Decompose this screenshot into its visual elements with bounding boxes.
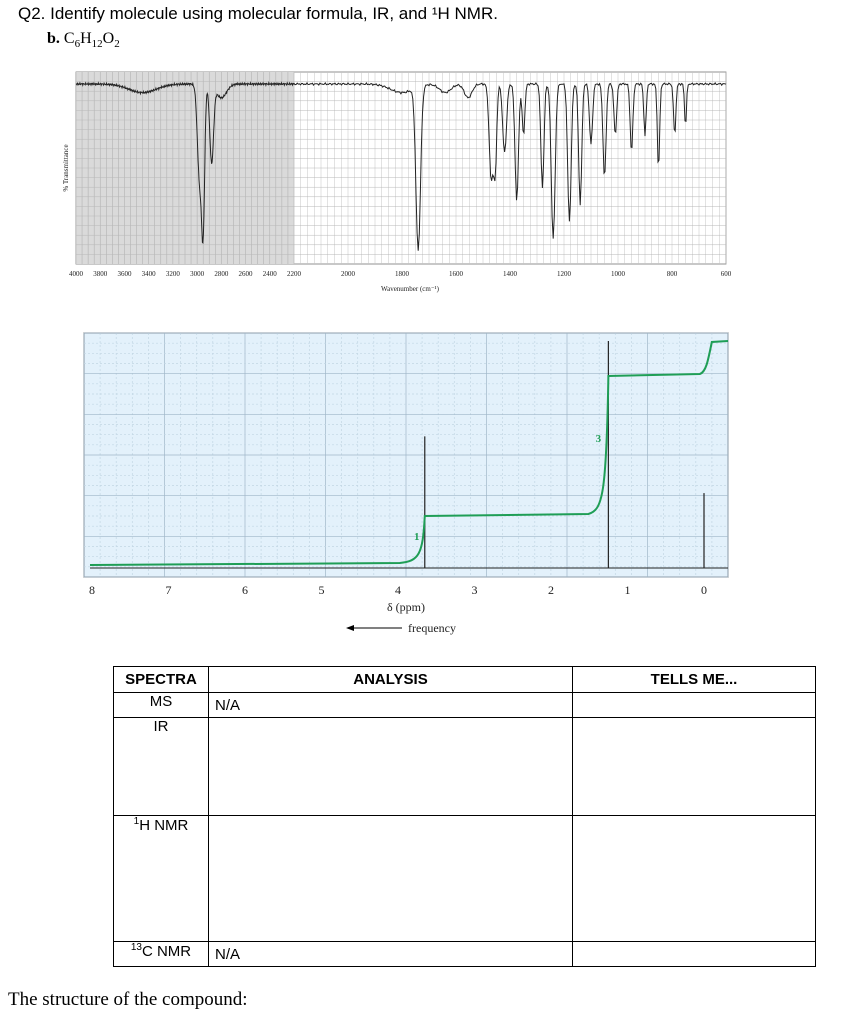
nmr-tick-label: 1 [624,583,631,597]
nmr-tick-label: 5 [318,583,325,597]
nmr-tick-label: 2 [548,583,554,597]
ir-tick-label: 3600 [117,270,132,278]
table-row-ms [114,693,816,718]
row-label-ir: IR [114,718,209,816]
frequency-label: frequency [408,621,456,635]
row-label-13c-text: C NMR [141,943,192,960]
nmr-tick-label: 8 [89,583,95,597]
row-label-1h-sup: 1 [133,816,140,827]
nmr-tick-label: 3 [471,583,478,597]
header-analysis: ANALYSIS [209,667,573,693]
ir-tick-label: 600 [720,270,732,278]
analysis-cell-13c-nmr[interactable]: N/A [209,942,573,967]
table-row-ir [114,718,816,816]
row-label-1h-text: H NMR [139,817,189,834]
ir-tick-label: 800 [666,270,678,278]
ir-grid [76,72,726,264]
table-header-row [114,667,816,693]
formula-o: O [102,30,115,47]
analysis-cell-1h-nmr[interactable] [209,816,573,942]
ir-tick-label: 4000 [69,270,83,278]
tells-cell-ms[interactable] [573,693,816,718]
nmr-integration-label: 1 [414,531,420,543]
row-label-ms: MS [114,693,209,718]
nmr-tick-label: 6 [242,583,248,597]
analysis-table [113,666,816,967]
arrow-head-icon [346,625,354,631]
formula-h-count: 12 [91,38,103,51]
analysis-cell-ir[interactable] [209,718,573,816]
nmr-tick-label: 4 [395,583,401,597]
nmr-spectrum [0,310,842,640]
question-title: Q2. Identify molecule using molecular formula, IR, and ¹H NMR. [18,4,498,23]
ir-tick-label: 3400 [141,270,156,278]
ir-tick-label: 2000 [341,270,355,278]
ir-tick-label: 1400 [503,270,517,278]
tells-cell-1h-nmr[interactable] [573,816,816,942]
ir-tick-label: 3000 [190,270,205,278]
formula-o-count: 2 [114,38,120,51]
structure-prompt: The structure of the compound: [8,989,248,1010]
ir-xlabel: Wavenumber (cm⁻¹) [381,285,439,293]
ir-tick-label: 1000 [611,270,625,278]
ir-tick-label: 2600 [238,270,253,278]
header-tells-me: TELLS ME... [573,667,816,693]
row-label-13c-sup: 13 [130,942,142,953]
ir-tick-label: 1800 [395,270,409,278]
tells-cell-ir[interactable] [573,718,816,816]
ir-ylabel: % Transmittance [62,144,70,192]
part-label: b. [47,30,60,47]
nmr-tick-label: 0 [701,583,707,597]
nmr-integration-label: 3 [595,433,602,445]
nmr-tick-labels [89,583,707,597]
ir-tick-label: 1600 [449,270,463,278]
row-label-13c-nmr [114,942,209,967]
ir-tick-label: 1200 [557,270,571,278]
ir-tick-label: 2400 [262,270,277,278]
nmr-xlabel: δ (ppm) [387,600,425,614]
ir-spectrum [0,0,842,310]
ir-tick-label: 2200 [287,270,301,278]
ir-tick-label: 3200 [165,270,180,278]
analysis-cell-ms[interactable]: N/A [209,693,573,718]
nmr-tick-label: 7 [165,583,172,597]
formula-c: C [63,30,75,47]
row-label-1h-nmr [114,816,209,942]
formula-c-count: 6 [74,38,81,51]
table-row-13c-nmr [114,942,816,967]
tells-cell-13c-nmr[interactable] [573,942,816,967]
table-row-1h-nmr [114,816,816,942]
formula-h: H [80,30,92,47]
ir-tick-label: 3800 [93,270,108,278]
ir-tick-labels [69,270,732,278]
header-spectra: SPECTRA [114,667,209,693]
ir-tick-label: 2800 [214,270,229,278]
